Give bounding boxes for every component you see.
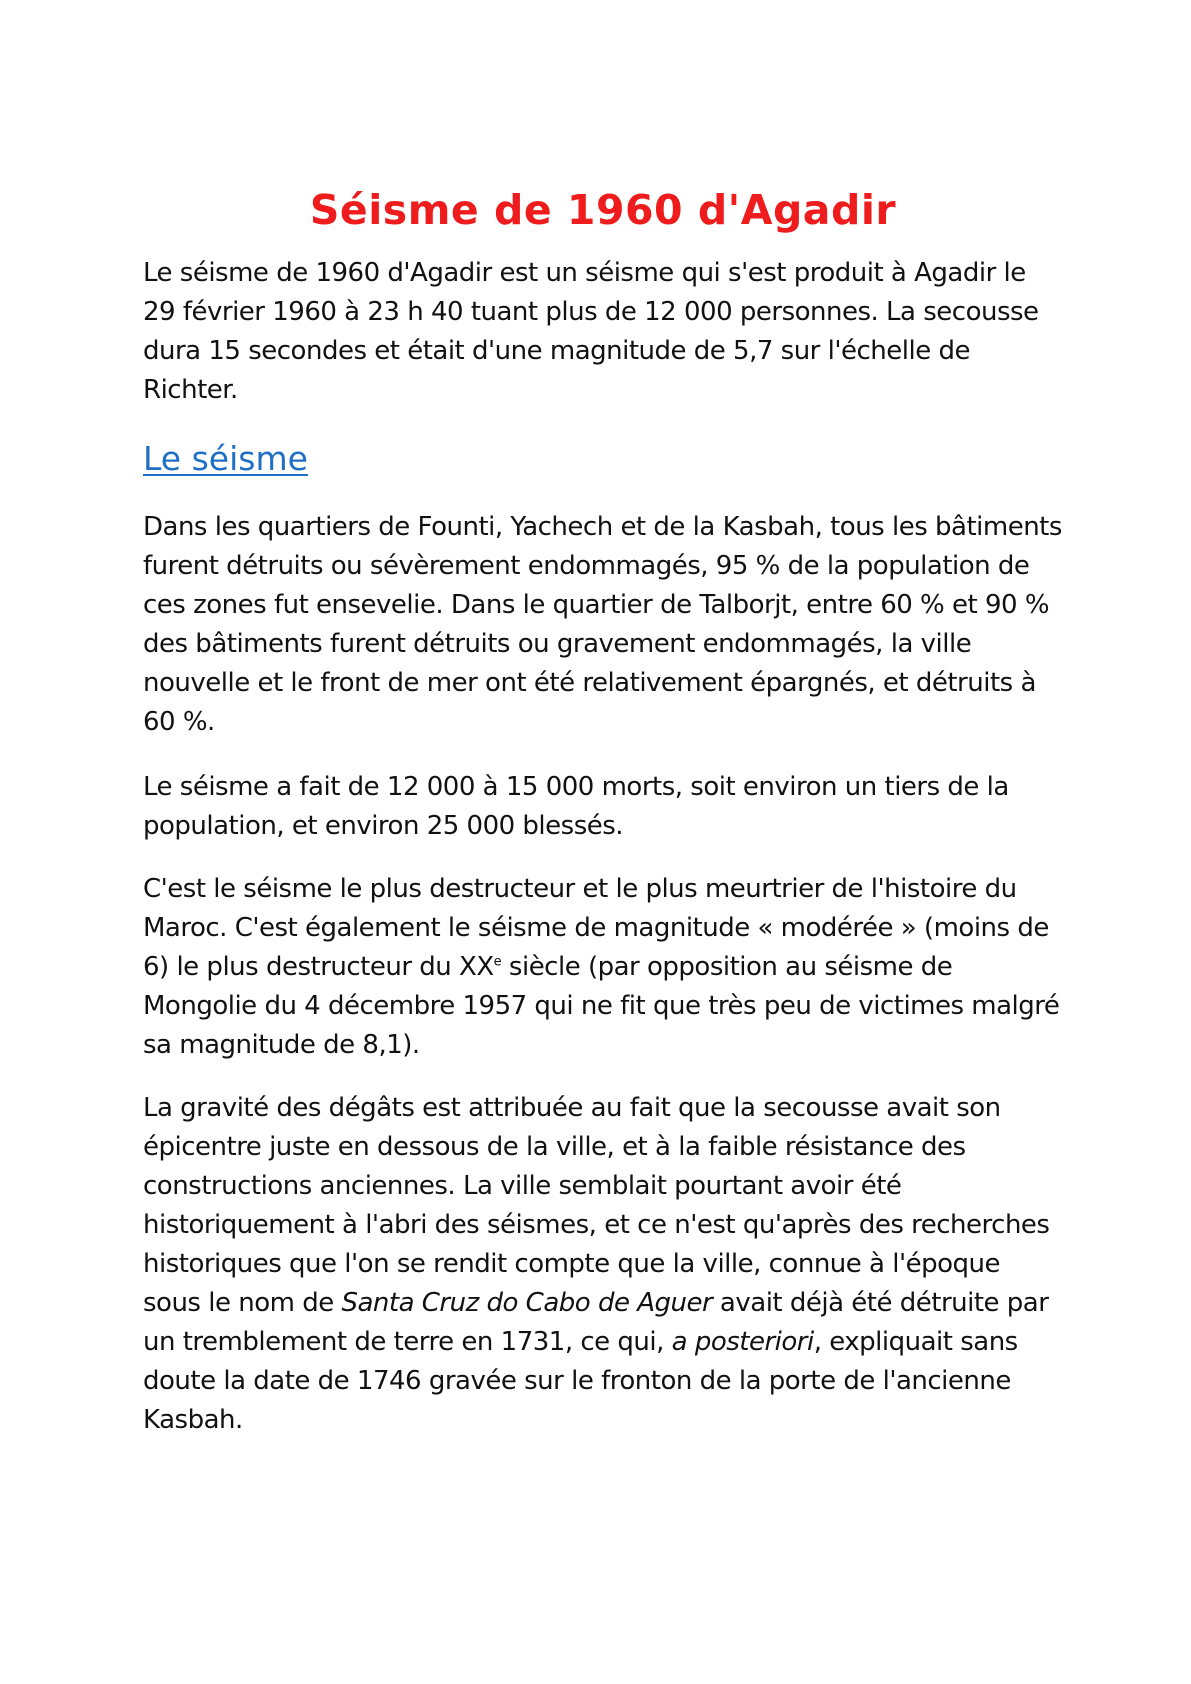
paragraph-causes-part-1: La gravité des dégâts est attribuée au fait que la secousse avait son épicentre juste en dessous de la ville, et à la faible résistance des constructions anciennes. La ville semblait pourtant avoir été historiquement à l'abri des séismes, et ce n'est qu'après des recherches historiques que l'on se rendit compte que la ville, connue à l'époque sous le nom de bbox=[143, 1093, 1050, 1318]
paragraph-casualties: Le séisme a fait de 12 000 à 15 000 morts, soit environ un tiers de la population, et environ 25 000 blessés. bbox=[143, 772, 1009, 841]
italic-a-posteriori: a posteriori bbox=[671, 1327, 814, 1357]
italic-santa-cruz: Santa Cruz do Cabo de Aguer bbox=[341, 1288, 713, 1318]
paragraph-causes-part-2: avait déjà été détruite par un tremblement de terre en 1731, ce qui, bbox=[143, 1288, 1049, 1357]
paragraph-history bbox=[143, 870, 1063, 1065]
paragraph-causes-part-3: , expliquait sans doute la date de 1746 gravée sur le fronton de la porte de l'ancienne Kasbah. bbox=[143, 1327, 1018, 1435]
paragraph-damage: Dans les quartiers de Founti, Yachech et de la Kasbah, tous les bâtiments furent détruits ou sévèrement endommagés, 95 % de la population de ces zones fut ensevelie. Dans le quartier de Talborjt, entre 60 % et 90 % des bâtiments furent détruits ou gravement endommagés, la ville nouvelle et le front de mer ont été relativement épargnés, et détruits à 60 %. bbox=[143, 512, 1062, 737]
paragraph-history-part-2: siècle (par opposition au séisme de Mongolie du 4 décembre 1957 qui ne fit que très peu de victimes malgré sa magnitude de 8,1). bbox=[143, 952, 1060, 1060]
page-title: Séisme de 1960 d'Agadir bbox=[309, 186, 897, 234]
paragraph-causes bbox=[143, 1089, 1063, 1440]
document-page bbox=[143, 180, 1063, 1440]
section-heading-le-seisme: Le séisme bbox=[143, 439, 308, 478]
intro-paragraph: Le séisme de 1960 d'Agadir est un séisme qui s'est produit à Agadir le 29 février 1960 à 23 h 40 tuant plus de 12 000 personnes. La secousse dura 15 secondes et était d'une magnitude de 5,7 sur l'échelle de Richter. bbox=[143, 258, 1039, 405]
paragraph-history-part-1: C'est le séisme le plus destructeur et le plus meurtrier de l'histoire du Maroc. C'est également le séisme de magnitude « modérée » (moins de 6) le plus destructeur du XX bbox=[143, 874, 1049, 982]
century-superscript: e bbox=[493, 954, 502, 970]
